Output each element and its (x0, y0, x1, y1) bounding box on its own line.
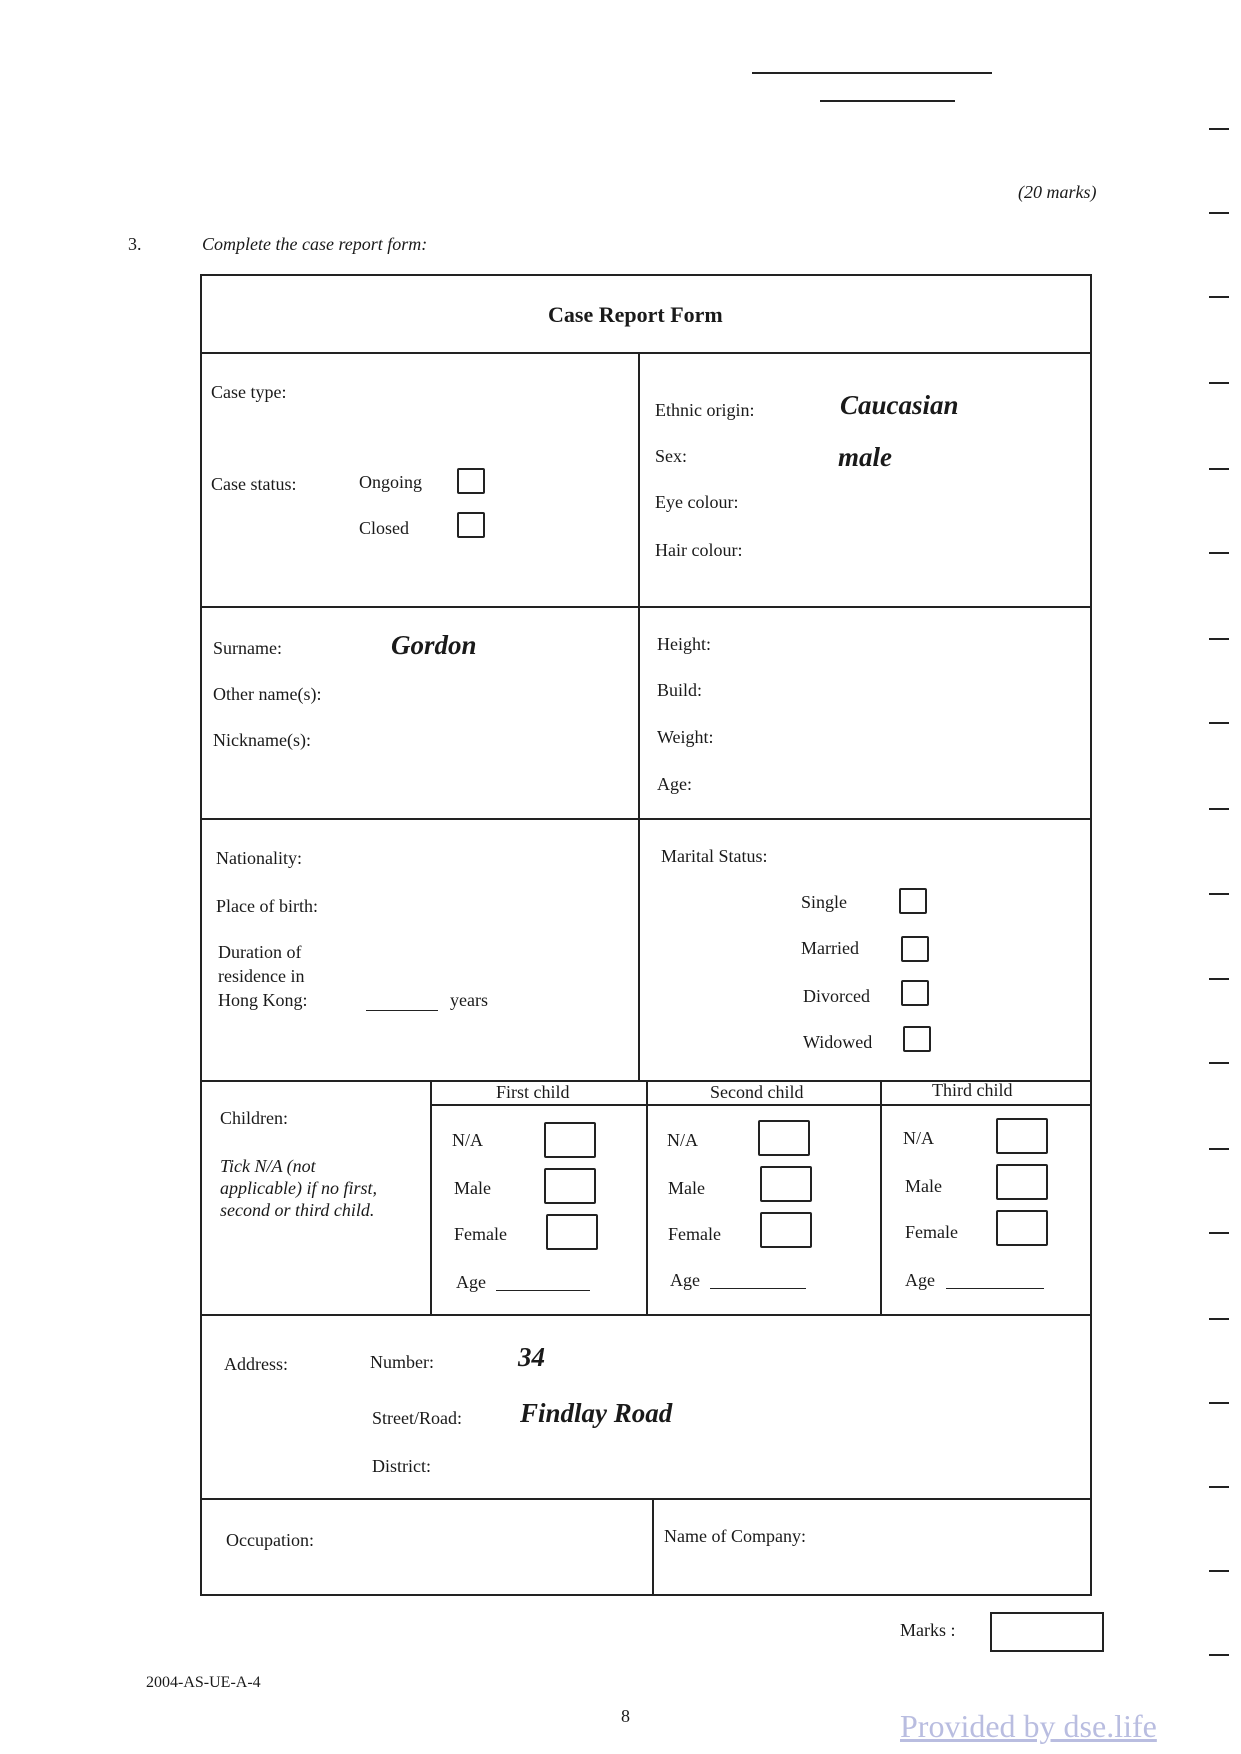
marital-widowed-label: Widowed (803, 1032, 873, 1052)
marital-single-checkbox[interactable] (899, 888, 927, 914)
marital-status-label: Marital Status: (661, 846, 768, 866)
children-note-3: second or third child. (220, 1200, 375, 1220)
first-child-age-blank[interactable] (496, 1270, 590, 1291)
years-label: years (450, 990, 488, 1010)
duration-label-2: residence in (218, 966, 305, 986)
page-number: 8 (621, 1706, 630, 1726)
build-label: Build: (657, 680, 703, 700)
ethnic-origin-label: Ethnic origin: (655, 400, 755, 420)
duration-label-1: Duration of (218, 942, 302, 962)
third-child-female-checkbox[interactable] (996, 1210, 1048, 1246)
height-label: Height: (657, 634, 711, 654)
marital-single-label: Single (801, 892, 848, 912)
number-value: 34 (518, 1342, 545, 1372)
second-child-na-checkbox[interactable] (758, 1120, 810, 1156)
marital-married-checkbox[interactable] (901, 936, 929, 962)
nationality-label: Nationality: (216, 848, 302, 868)
nicknames-label: Nickname(s): (213, 730, 311, 750)
second-child-header: Second child (710, 1082, 804, 1102)
third-child-na-label: N/A (903, 1128, 934, 1148)
occupation-label: Occupation: (226, 1530, 314, 1550)
case-status-ongoing-checkbox[interactable] (457, 468, 485, 494)
third-child-male-checkbox[interactable] (996, 1164, 1048, 1200)
third-child-header: Third child (932, 1080, 1013, 1100)
first-child-female-checkbox[interactable] (546, 1214, 598, 1250)
ethnic-origin-value: Caucasian (840, 390, 959, 420)
first-child-age-label: Age (456, 1272, 486, 1292)
children-label: Children: (220, 1108, 288, 1128)
second-child-age-label: Age (670, 1270, 700, 1290)
marital-divorced-label: Divorced (803, 986, 870, 1006)
question-number: 3. (128, 234, 142, 254)
children-note-2: applicable) if no first, (220, 1178, 377, 1198)
third-child-na-checkbox[interactable] (996, 1118, 1048, 1154)
second-child-male-label: Male (668, 1178, 705, 1198)
duration-years-blank[interactable] (366, 990, 438, 1011)
third-child-age-blank[interactable] (946, 1268, 1044, 1289)
marital-divorced-checkbox[interactable] (901, 980, 929, 1006)
marks-total: (20 marks) (1018, 182, 1097, 202)
other-names-label: Other name(s): (213, 684, 322, 704)
marks-box[interactable] (990, 1612, 1104, 1652)
address-label: Address: (224, 1354, 288, 1374)
marital-married-label: Married (801, 938, 859, 958)
surname-label: Surname: (213, 638, 282, 658)
first-child-male-label: Male (454, 1178, 491, 1198)
district-label: District: (372, 1456, 431, 1476)
header-line-top (752, 72, 992, 74)
first-child-male-checkbox[interactable] (544, 1168, 596, 1204)
company-label: Name of Company: (664, 1526, 806, 1546)
age-label: Age: (657, 774, 692, 794)
sex-label: Sex: (655, 446, 688, 466)
street-label: Street/Road: (372, 1408, 462, 1428)
case-type-label: Case type: (211, 382, 287, 402)
header-line-bottom (820, 100, 955, 102)
third-child-male-label: Male (905, 1176, 942, 1196)
footer-code: 2004-AS-UE-A-4 (146, 1674, 261, 1691)
third-child-female-label: Female (905, 1222, 958, 1242)
second-child-na-label: N/A (667, 1130, 698, 1150)
weight-label: Weight: (657, 727, 714, 747)
eye-colour-label: Eye colour: (655, 492, 739, 512)
first-child-na-label: N/A (452, 1130, 483, 1150)
case-status-label: Case status: (211, 474, 297, 494)
marks-label: Marks : (900, 1620, 956, 1640)
case-status-closed-checkbox[interactable] (457, 512, 485, 538)
second-child-male-checkbox[interactable] (760, 1166, 812, 1202)
street-value: Findlay Road (520, 1398, 673, 1428)
first-child-header: First child (496, 1082, 570, 1102)
instruction: Complete the case report form: (202, 234, 428, 254)
case-status-ongoing-label: Ongoing (359, 472, 422, 492)
second-child-female-checkbox[interactable] (760, 1212, 812, 1248)
third-child-age-label: Age (905, 1270, 935, 1290)
second-child-age-blank[interactable] (710, 1268, 806, 1289)
first-child-female-label: Female (454, 1224, 507, 1244)
hair-colour-label: Hair colour: (655, 540, 743, 560)
sex-value: male (838, 442, 892, 472)
first-child-na-checkbox[interactable] (544, 1122, 596, 1158)
marital-widowed-checkbox[interactable] (903, 1026, 931, 1052)
number-label: Number: (370, 1352, 434, 1372)
watermark: Provided by dse.life (900, 1708, 1157, 1744)
place-of-birth-label: Place of birth: (216, 896, 318, 916)
surname-value: Gordon (391, 630, 477, 660)
duration-label-3: Hong Kong: (218, 990, 308, 1010)
second-child-female-label: Female (668, 1224, 721, 1244)
form-title: Case Report Form (548, 302, 723, 327)
children-note-1: Tick N/A (not (220, 1156, 316, 1176)
case-status-closed-label: Closed (359, 518, 410, 538)
